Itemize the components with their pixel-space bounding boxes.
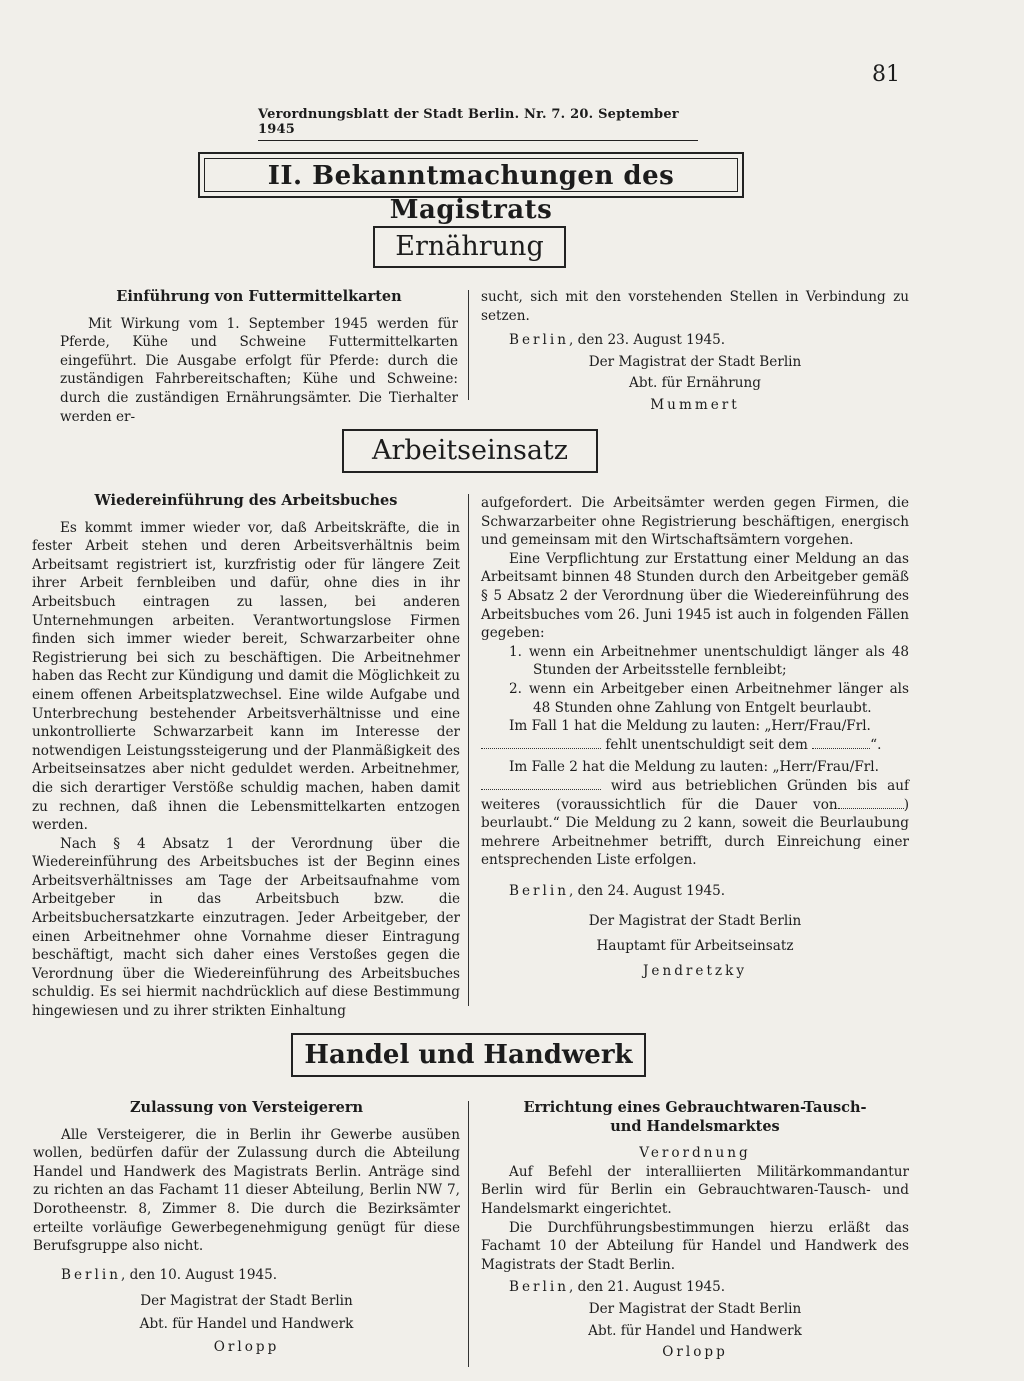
markt-date: , den 21. August 1945. — [568, 1279, 726, 1296]
versteigerer-place: Berlin — [61, 1266, 121, 1283]
fall-1-close: “. — [870, 736, 882, 753]
futter-place: Berlin — [509, 332, 569, 349]
arbeitsbuch-paragraph-1: Es kommt immer wieder vor, daß Arbeitskräfte, die in fester Arbeit stehen und deren Arbeitsverhältnis beim Arbeitsamt registriert ist, kurzfristig oder für längere Zeit ihrer Arbeit fernbleiben und dafür, ohne dies in ihr Arbeitsbuch eintragen zu lassen, bei anderen Unternehmungen arbeiten. Verantwortungslose Firmen finden sich immer wieder bereit, Schwarzarbeiter ohne Registrierung bei sich zu beschäftigen. Die Arbeitnehmer haben das Recht zur Kündigung und damit die Möglichkeit zu einem offenen Arbeitsplatzwechsel. Eine wilde Aufgabe und Unterbrechung bestehender Arbeitsverhältnisse und eine unkontrollierte Schwarzarbeit kann im Interesse der notwendigen Leistungssteigerung und der Planmäßigkeit des Arbeitseinsatzes aber nicht geduldet werden. Arbeitnehmer, die sich derartiger Verstöße schuldig machen, haben damit zu rechnen, daß ihnen die Lebensmittelkarten entzogen werden. — [32, 519, 460, 834]
arbeitsbuch-item-1: 1. wenn ein Arbeitnehmer unentschuldigt länger als 48 Stunden der Arbeitsstelle fernbleibt; — [509, 643, 909, 679]
column-divider — [468, 494, 469, 1006]
markt-paragraph-1: Auf Befehl der interalliierten Militärkommandantur Berlin wird für Berlin ein Gebrauchtwaren-Tausch- und Handelsmarkt eingerichtet. — [481, 1163, 909, 1217]
markt-paragraph-2: Die Durchführungsbestimmungen hierzu erläßt das Fachamt 10 der Abteilung für Handel und Handwerk des Magistrats der Stadt Berlin. — [481, 1219, 909, 1273]
versteigerer-signature-1: Der Magistrat der Stadt Berlin — [140, 1293, 353, 1310]
markt-subtitle: Verordnung — [639, 1145, 751, 1162]
topic-ernaehrung: Ernährung — [373, 226, 566, 268]
markt-place-date — [481, 1278, 909, 1297]
futter-title: Einführung von Futtermittelkarten — [116, 288, 402, 305]
fall-2-blank-duration — [838, 808, 904, 809]
futter-place-date — [481, 331, 909, 350]
fall-1-blank-name — [481, 748, 601, 749]
arbeitsbuch-paragraph-3: Eine Verpflichtung zur Erstattung einer Meldung an das Arbeitsamt binnen 48 Stunden durch den Arbeitgeber gemäß § 5 Absatz 2 der Verordnung über die Wiedereinführung des Arbeitsbuches vom 26. Juni 1945 ist auch in folgenden Fällen gegeben: — [481, 550, 909, 642]
arbeitsbuch-paragraph-2-left: Nach § 4 Absatz 1 der Verordnung über die Wiedereinführung des Arbeitsbuches ist der Beginn eines Arbeitsverhältnisses am Tage der Arbeitsaufnahme vom Arbeitgeber in das Arbeitsbuch bzw. die Arbeitsbuchersatzkarte einzutragen. Jeder Arbeitgeber, der einen Arbeitnehmer ohne Vornahme dieser Eintragung beschäftigt, macht sich daher eines Verstoßes gegen die Verordnung über die Wiedereinführung des Arbeitsbuches schuldig. Es sei hiermit nachdrücklich auf diese Bestimmung hingewiesen und zu ihrer strikten Einhaltung — [32, 835, 460, 1020]
arbeitsbuch-signature-2: Hauptamt für Arbeitseinsatz — [596, 938, 794, 955]
arbeitsbuch-place-date — [481, 882, 909, 901]
column-divider — [468, 290, 469, 400]
fall-1-intro: Im Fall 1 hat die Meldung zu lauten: „Herr/Frau/Frl. — [509, 718, 871, 735]
markt-place: Berlin — [509, 1279, 569, 1296]
arbeitsbuch-signature-1: Der Magistrat der Stadt Berlin — [588, 913, 802, 930]
markt-signature-2: Abt. für Handel und Handwerk — [588, 1322, 802, 1339]
markt-title-line-2: und Handelsmarktes — [610, 1117, 780, 1135]
page-number: 81 — [872, 62, 900, 87]
fall-1-blank-date — [812, 748, 870, 749]
futter-date: , den 23. August 1945. — [568, 332, 726, 349]
markt-title-line-1: Errichtung eines Gebrauchtwaren-Tausch- — [523, 1099, 867, 1116]
fall-2-blank-name — [481, 789, 601, 790]
arbeitsbuch-paragraph-2-right: aufgefordert. Die Arbeitsämter werden gegen Firmen, die Schwarzarbeiter ohne Registrierung beschäftigen, energisch und gemeinsam mit den Wirtschaftsämtern vorgehen. — [481, 495, 909, 549]
topic-handel-und-handwerk: Handel und Handwerk — [291, 1033, 646, 1077]
versteigerer-title: Zulassung von Versteigerern — [129, 1099, 364, 1116]
versteigerer-column — [33, 1099, 460, 1356]
section-title-box — [198, 152, 744, 225]
column-divider — [468, 1101, 469, 1367]
topic-arbeitseinsatz: Arbeitseinsatz — [342, 429, 598, 473]
markt-signature-1: Der Magistrat der Stadt Berlin — [588, 1300, 802, 1317]
futter-body-right: sucht, sich mit den vorstehenden Stellen in Verbindung zu setzen. — [481, 289, 909, 324]
futter-signature-3: Mummert — [650, 396, 740, 413]
arbeitsbuch-column-left — [32, 492, 460, 1021]
futter-column-left — [60, 288, 458, 426]
futter-signature-1: Der Magistrat der Stadt Berlin — [588, 353, 802, 370]
markt-column — [481, 1099, 909, 1362]
versteigerer-signature-3: Orlopp — [213, 1338, 280, 1355]
futter-column-right — [481, 288, 909, 415]
versteigerer-signature-2: Abt. für Handel und Handwerk — [139, 1315, 354, 1332]
arbeitsbuch-signature-3: Jendretzky — [642, 962, 748, 979]
fall-2-close: ) beurlaubt.“ Die Meldung zu 2 kann, soweit die Beurlaubung mehrere Arbeitnehmer betrifft, durch Einreichung einer entsprechenden Liste erfolgen. — [481, 796, 909, 869]
fall-1-text: fehlt unentschuldigt seit dem — [605, 736, 808, 753]
running-head: Verordnungsblatt der Stadt Berlin. Nr. 7. 20. September 1945 — [258, 107, 698, 141]
futter-body-left: Mit Wirkung vom 1. September 1945 werden für Pferde, Kühe und Schweine Futtermittelkarten eingeführt. Die Ausgabe erfolgt für Pferde: durch die zuständigen Fahrbereitschaften; Kühe und Schweine: durch die zuständigen Ernährungsämter. Die Tierhalter werden er- — [60, 315, 458, 425]
arbeitsbuch-item-2: 2. wenn ein Arbeitgeber einen Arbeitnehmer länger als 48 Stunden ohne Zahlung von Entgelt beurlaubt. — [509, 680, 909, 716]
versteigerer-place-date — [33, 1266, 460, 1285]
fall-2-intro: Im Falle 2 hat die Meldung zu lauten: „Herr/Frau/Frl. — [509, 759, 879, 776]
arbeitsbuch-fall-2 — [481, 758, 909, 870]
arbeitsbuch-title: Wiedereinführung des Arbeitsbuches — [94, 492, 398, 509]
arbeitsbuch-place: Berlin — [509, 882, 569, 899]
section-title: II. Bekanntmachungen des Magistrats — [204, 158, 738, 192]
arbeitsbuch-fall-1 — [481, 717, 909, 754]
arbeitsbuch-column-right — [481, 494, 909, 980]
fall-2-text: wird aus betrieblichen Gründen bis auf weiteres (voraussichtlich für die Dauer von — [481, 777, 909, 813]
markt-signature-3: Orlopp — [662, 1344, 728, 1361]
futter-signature-2: Abt. für Ernährung — [629, 375, 761, 392]
versteigerer-date: , den 10. August 1945. — [120, 1266, 278, 1283]
versteigerer-body: Alle Versteigerer, die in Berlin ihr Gewerbe ausüben wollen, bedürfen dafür der Zulassung durch die Abteilung Handel und Handwerk des Magistrats Berlin. Anträge sind zu richten an das Fachamt 11 dieser Abteilung, Berlin NW 7, Dorotheenstr. 8, Zimmer 8. Die durch die Bezirksämter erteilte vorläufige Gewerbegenehmigung genügt für diese Berufsgruppe also nicht. — [33, 1126, 460, 1255]
arbeitsbuch-date: , den 24. August 1945. — [568, 882, 726, 899]
